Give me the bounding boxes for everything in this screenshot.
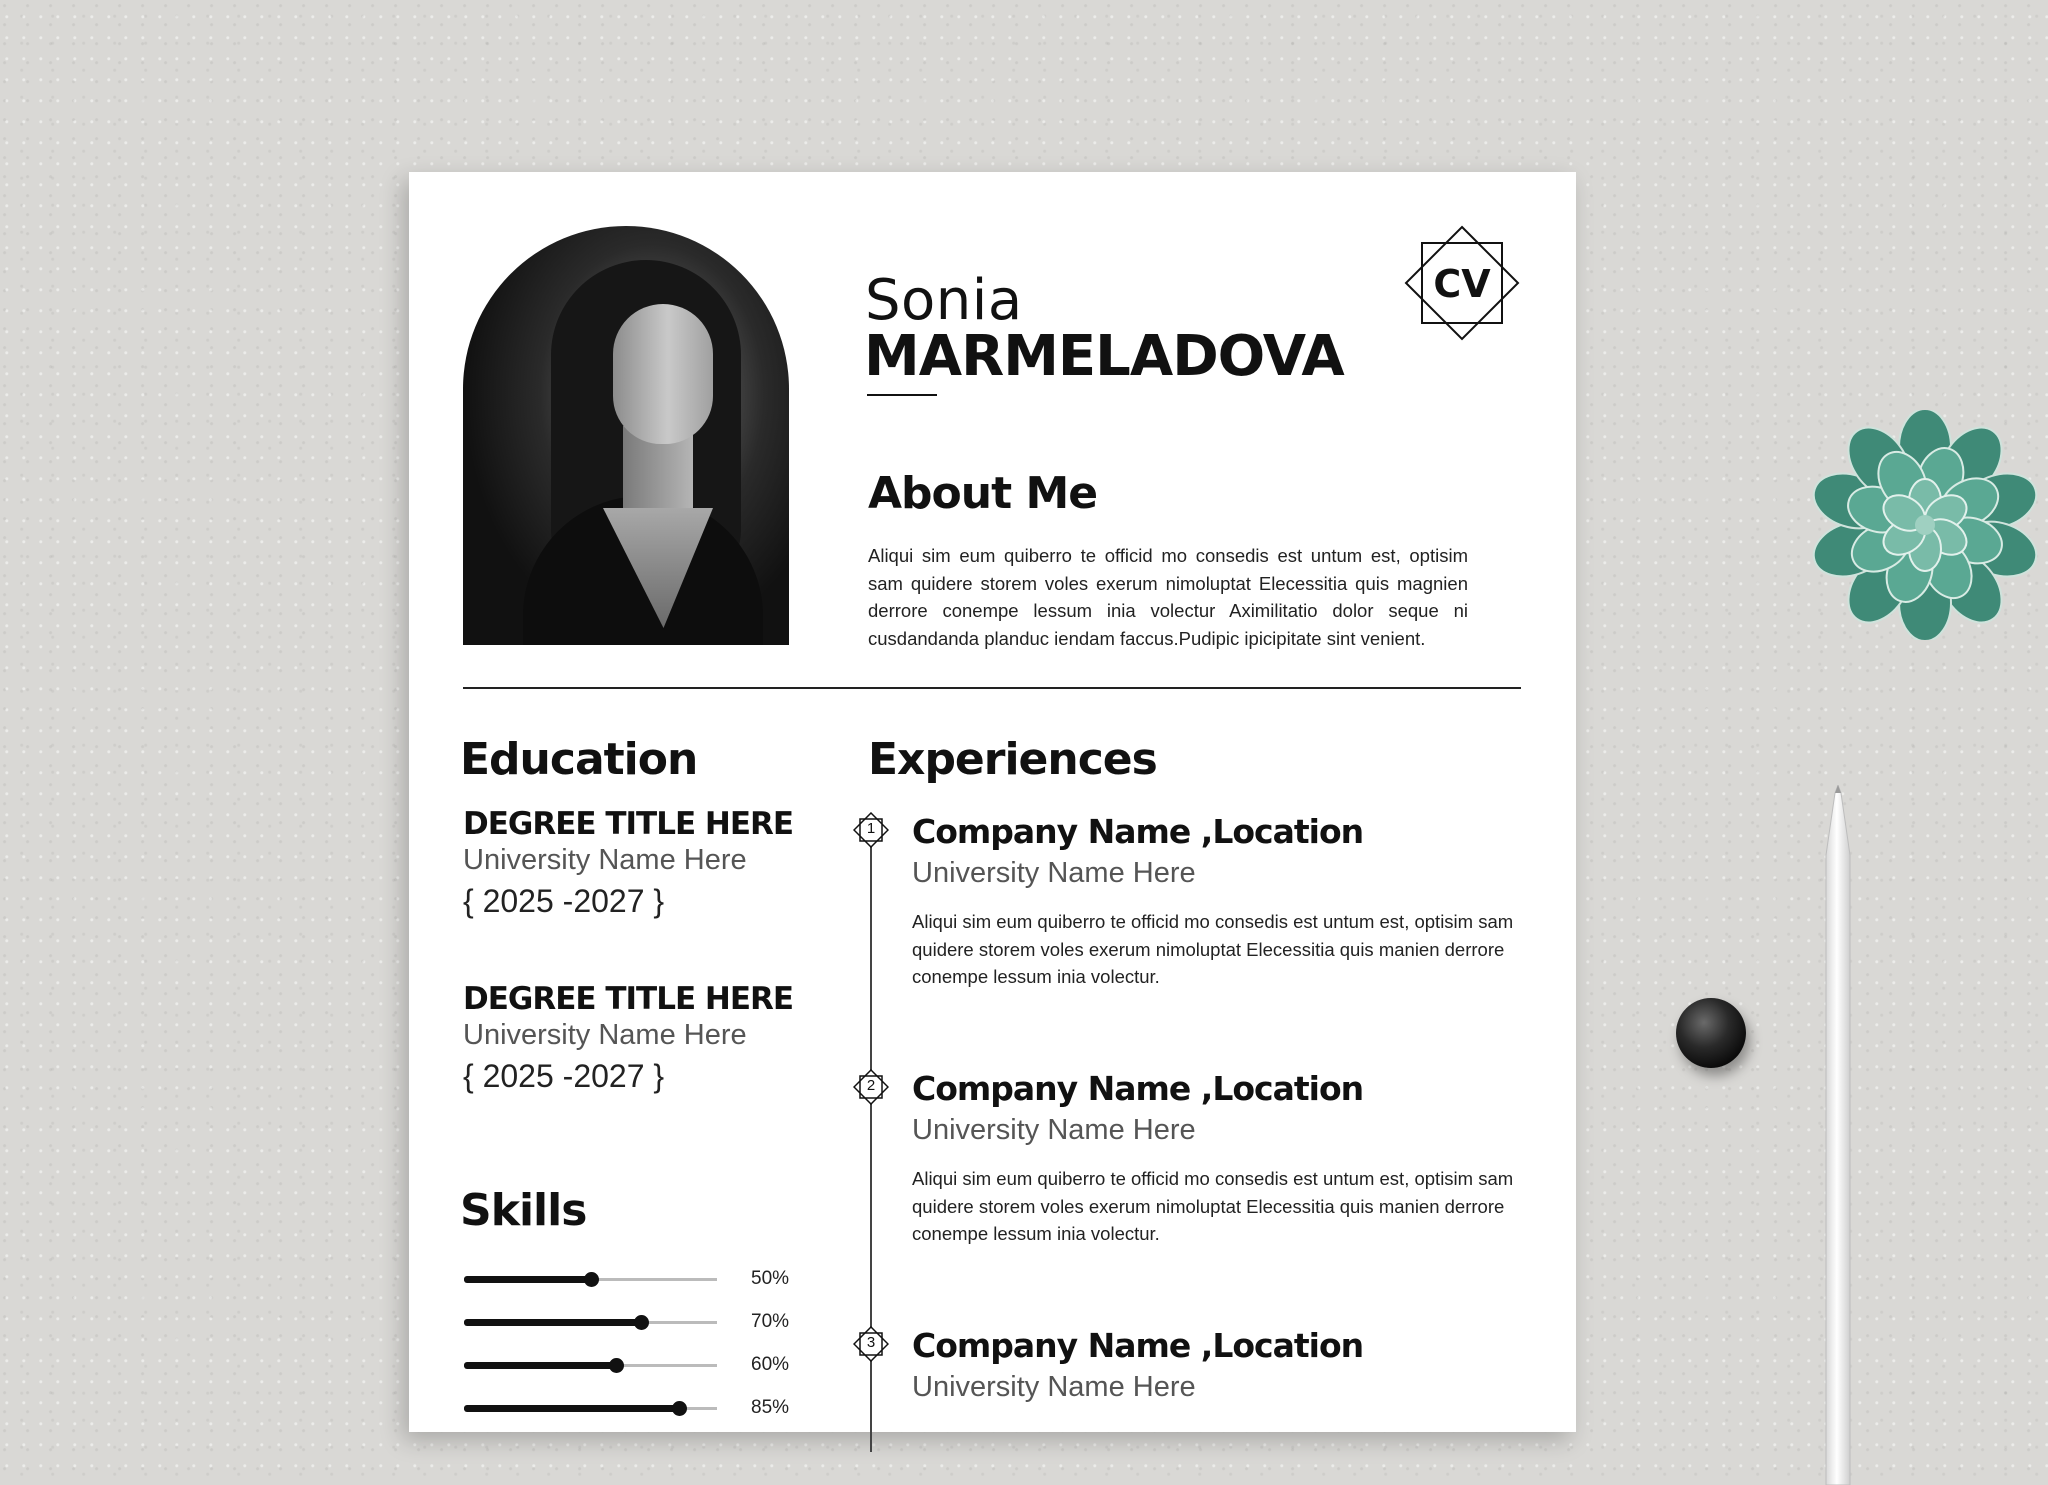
skill-bar: [464, 1270, 794, 1290]
skill-percent: 60%: [751, 1354, 790, 1375]
timeline-number: 3: [866, 1334, 876, 1351]
experience-subtitle: University Name Here: [912, 1371, 1196, 1403]
skill-fill: [464, 1405, 679, 1412]
succulent-plant-icon: [1810, 410, 2040, 640]
stylus-pencil-icon: [1812, 785, 1864, 1485]
university-name: University Name Here: [463, 844, 747, 876]
skill-fill: [464, 1362, 616, 1369]
degree-title: DEGREE TITLE HERE: [463, 981, 794, 1017]
experiences-heading: Experiences: [868, 734, 1157, 785]
education-years: { 2025 -2027 }: [463, 883, 665, 919]
skill-bar: [464, 1356, 794, 1376]
skill-percent: 85%: [751, 1397, 790, 1418]
skill-knob: [584, 1272, 599, 1287]
skill-knob: [609, 1358, 624, 1373]
degree-title: DEGREE TITLE HERE: [463, 806, 794, 842]
black-ball-ornament: [1676, 998, 1746, 1068]
experience-description: Aliqui sim eum quiberro te officid mo consedis est untum est, optisim sam quidere storem voles exerum nimoluptat Elecessitia quis manien derrore conempe lessum inia volectur.: [912, 1168, 1514, 1244]
cv-logo-text: CV: [1433, 262, 1491, 306]
experience-item: [912, 812, 1522, 991]
experience-subtitle: University Name Here: [912, 857, 1196, 889]
company-name: Company Name ,Location: [912, 1326, 1364, 1365]
experience-description: Aliqui sim eum quiberro te officid mo consedis est untum est, optisim sam quidere storem voles exerum nimoluptat Elecessitia quis manien derrore conempe lessum inia volectur.: [912, 911, 1514, 987]
education-heading: Education: [460, 734, 698, 785]
name-underline: [867, 394, 937, 396]
experience-item: [912, 1069, 1522, 1248]
profile-photo: [463, 226, 789, 645]
skill-knob: [672, 1401, 687, 1416]
company-name: Company Name ,Location: [912, 1069, 1364, 1108]
skill-percent: 70%: [751, 1311, 790, 1332]
education-years: { 2025 -2027 }: [463, 1058, 665, 1094]
section-divider: [463, 687, 1521, 689]
skill-percent: 50%: [751, 1268, 790, 1289]
experience-subtitle: University Name Here: [912, 1114, 1196, 1146]
skill-fill: [464, 1319, 641, 1326]
education-item: [463, 806, 793, 920]
experience-item: [912, 1326, 1522, 1404]
skill-bar: [464, 1313, 794, 1333]
about-text: Aliqui sim eum quiberro te officid mo consedis est untum est, optisim sam quidere storem voles exerum nimoluptat Elecessitia quis magnien derrore conempe lessum inia volectur Aximilitatio dolor seque ni cusdandanda planduc iendam faccus.Pudipic ipicipitate sint venient.: [868, 545, 1468, 649]
first-name: Sonia: [865, 268, 1023, 333]
skill-knob: [634, 1315, 649, 1330]
university-name: University Name Here: [463, 1019, 747, 1051]
company-name: Company Name ,Location: [912, 812, 1364, 851]
skills-heading: Skills: [460, 1185, 587, 1236]
resume-page: [409, 172, 1576, 1432]
skill-fill: [464, 1276, 591, 1283]
timeline-number: 2: [866, 1077, 876, 1094]
timeline-number: 1: [866, 820, 876, 837]
education-item: [463, 981, 793, 1095]
last-name: MARMELADOVA: [864, 324, 1344, 389]
skill-bar: [464, 1399, 794, 1419]
about-heading: About Me: [868, 468, 1098, 519]
